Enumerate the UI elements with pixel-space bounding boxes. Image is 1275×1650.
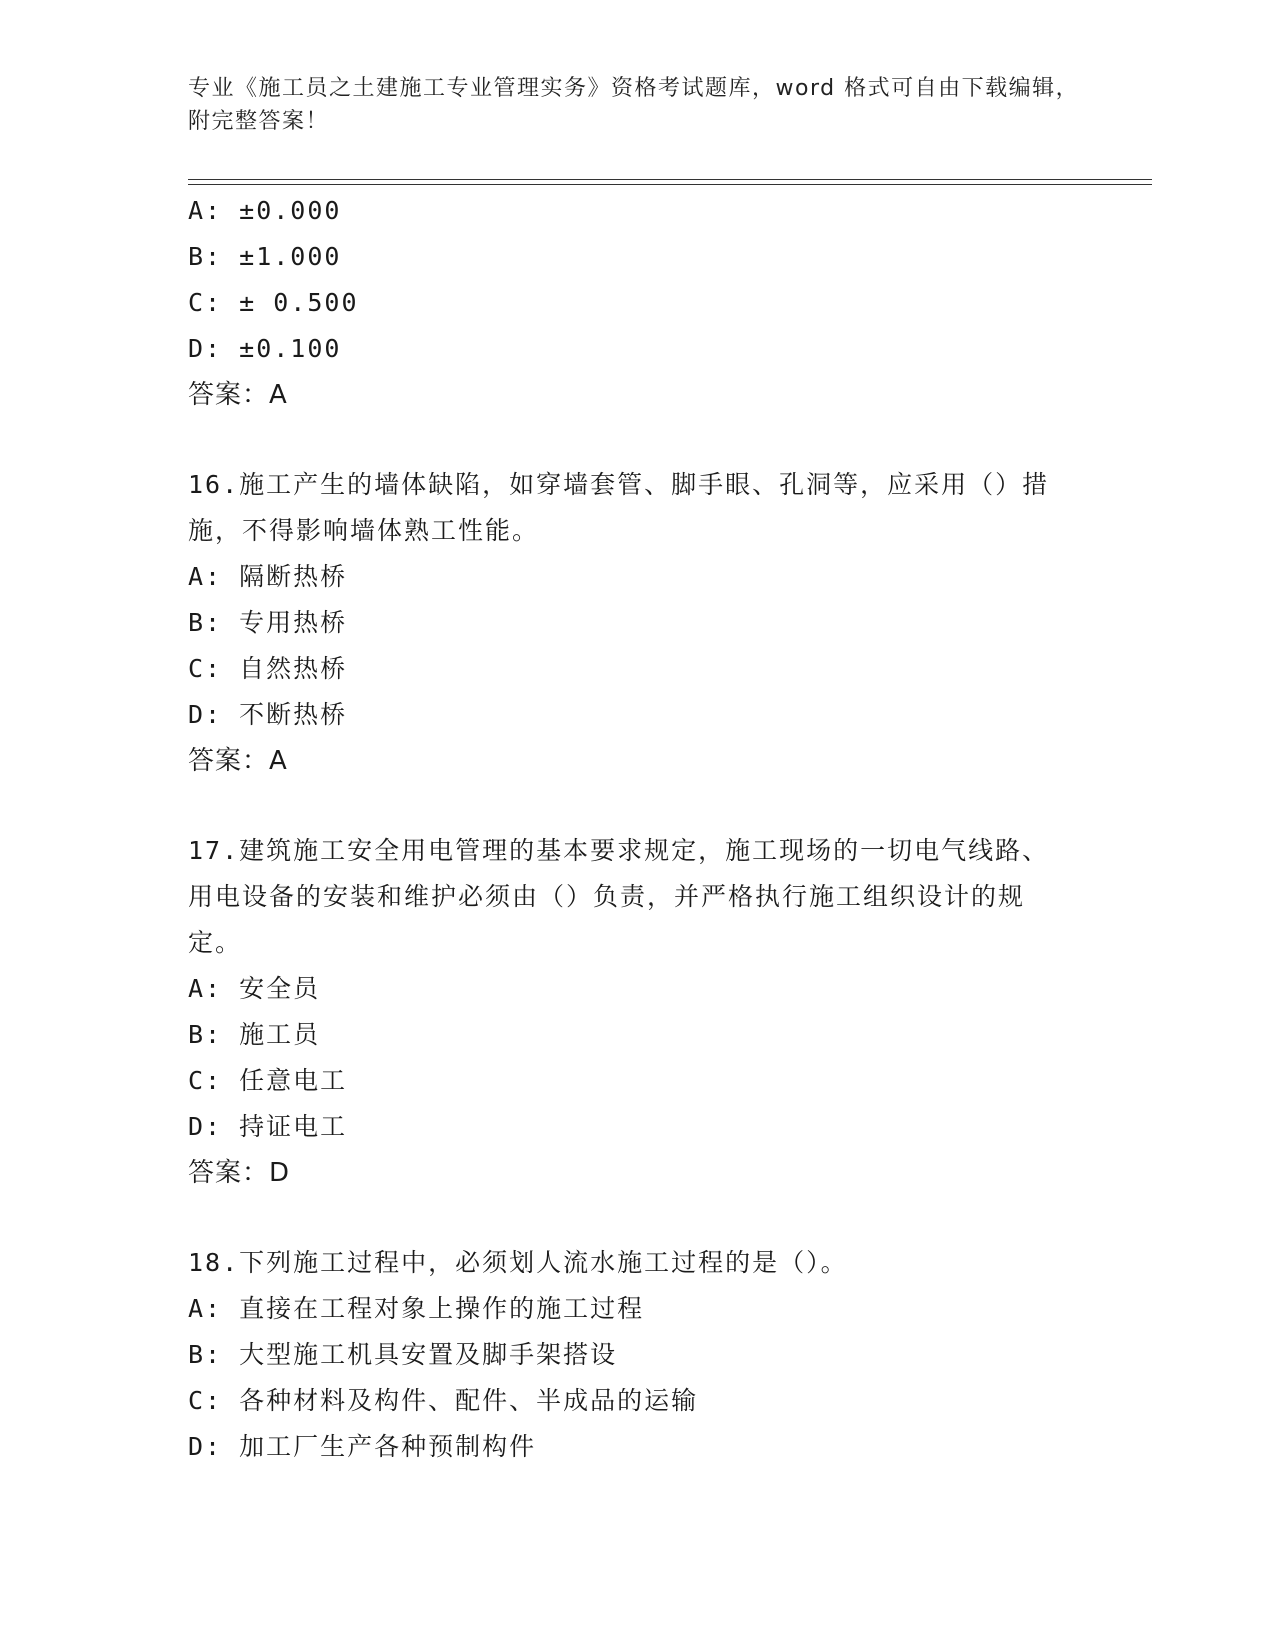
spacer (188, 1196, 1088, 1240)
question-15 (188, 188, 1088, 418)
question-18 (188, 1240, 1088, 1470)
option-a: A: ±0.000 (188, 196, 342, 225)
option-b: B: 大型施工机具安置及脚手架搭设 (188, 1340, 618, 1369)
option-d: D: 持证电工 (188, 1112, 348, 1141)
question-text: 16.施工产生的墙体缺陷，如穿墙套管、脚手眼、孔洞等，应采用（）措施，不得影响墙体熟工性能。 (188, 470, 1050, 545)
document-header (188, 72, 1088, 138)
option-a: A: 直接在工程对象上操作的施工过程 (188, 1294, 645, 1323)
question-17 (188, 828, 1088, 1196)
answer: 答案：A (188, 746, 288, 776)
header-rule-top (188, 179, 1152, 180)
question-text: 18.下列施工过程中，必须划人流水施工过程的是（）。 (188, 1248, 848, 1277)
header-text: 专业《施工员之土建施工专业管理实务》资格考试题库，word 格式可自由下载编辑，附完整答案！ (188, 76, 1080, 134)
option-c: C: 自然热桥 (188, 654, 348, 683)
option-c: C: 任意电工 (188, 1066, 348, 1095)
question-list (188, 188, 1088, 1470)
option-d: D: 不断热桥 (188, 700, 348, 729)
option-a: A: 隔断热桥 (188, 562, 348, 591)
spacer (188, 784, 1088, 828)
header-rule-bottom (188, 184, 1152, 185)
answer: 答案：A (188, 380, 288, 410)
option-d: D: ±0.100 (188, 334, 342, 363)
option-c: C: 各种材料及构件、配件、半成品的运输 (188, 1386, 699, 1415)
option-c: C: ± 0.500 (188, 288, 359, 317)
answer: 答案：D (188, 1158, 291, 1188)
question-text: 17.建筑施工安全用电管理的基本要求规定，施工现场的一切电气线路、用电设备的安装和维护必须由（）负责，并严格执行施工组织设计的规定。 (188, 836, 1050, 957)
option-b: B: 专用热桥 (188, 608, 348, 637)
option-b: B: ±1.000 (188, 242, 342, 271)
option-b: B: 施工员 (188, 1020, 321, 1049)
option-a: A: 安全员 (188, 974, 321, 1003)
option-d: D: 加工厂生产各种预制构件 (188, 1432, 537, 1461)
spacer (188, 418, 1088, 462)
question-16 (188, 462, 1088, 784)
